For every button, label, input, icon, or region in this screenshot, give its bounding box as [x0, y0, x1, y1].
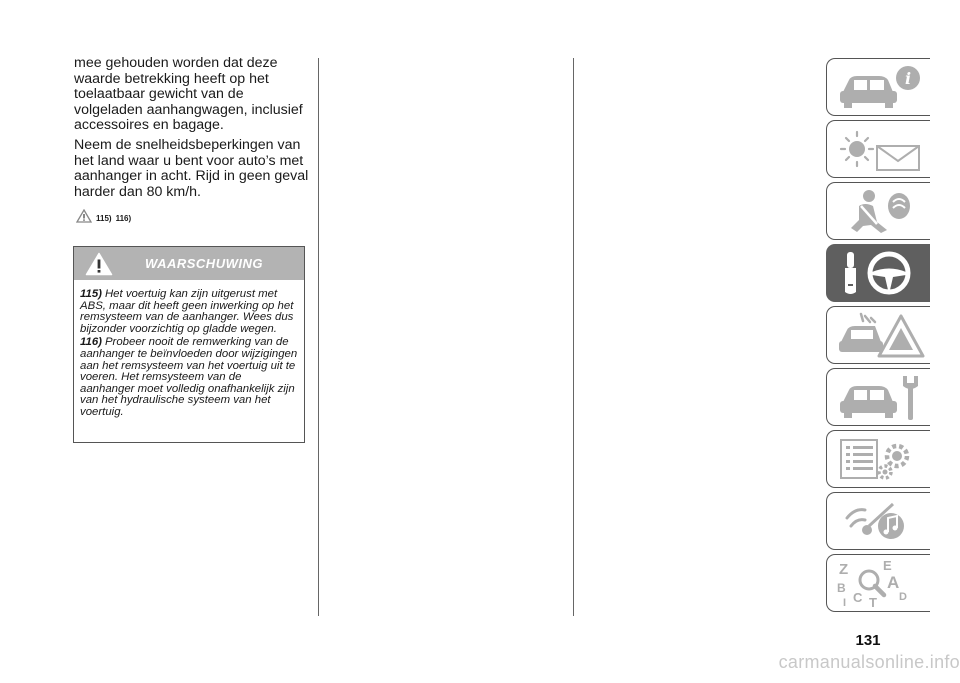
- car-wrench-icon: [835, 372, 927, 422]
- column-divider-right: [573, 58, 574, 616]
- column-divider-left: [318, 58, 319, 616]
- warning-title: WAARSCHUWING: [145, 256, 263, 271]
- seatbelt-airbag-icon: [835, 186, 927, 236]
- warning-item-text: Het voertuig kan zijn uitgerust met ABS, maar dit heeft geen inwerking op het remsysteem van de aanhanger. Wees dus bijzonder voorzichtig op gladde wegen.: [80, 288, 294, 335]
- index-letter-z: Z: [839, 561, 849, 578]
- reference-115[interactable]: 115): [96, 214, 112, 223]
- index-letter-c: C: [853, 590, 863, 605]
- chapter-tab-driving[interactable]: [826, 244, 930, 302]
- warning-references: [76, 207, 131, 223]
- reference-116[interactable]: 116): [115, 214, 132, 223]
- index-letter-i: I: [843, 597, 847, 608]
- car-info-icon: [835, 62, 927, 112]
- car-warning-triangle-icon: [835, 310, 927, 360]
- index-letter-t: T: [869, 595, 877, 608]
- index-letter-a: A: [887, 573, 900, 592]
- paragraph-2: Neem de snelheidsbeperkingen van het land waar u bent voor auto’s met aanhanger in acht. Rijd in geen geval harder dan 80 km/h.: [74, 136, 309, 200]
- warning-item-text: Probeer nooit de remwerking van de aanhanger te beïnvloeden door wijzigingen aan het remsysteem van het voertuig uit te voeren. Het remsysteem van de aanhanger moet volledig onafhankelijk zijn van het hydraulische systeem van het voertuig.: [80, 336, 298, 418]
- chapter-tab-technical-data[interactable]: [826, 430, 930, 488]
- warning-triangle-icon: [76, 209, 92, 223]
- chapter-tab-maintenance[interactable]: [826, 368, 930, 426]
- warning-item-116: [80, 337, 298, 418]
- watermark: carmanualsonline.info: [778, 652, 960, 672]
- lights-message-icon: [835, 124, 927, 174]
- chapter-tab-car-info[interactable]: [826, 58, 930, 116]
- warning-body: [74, 280, 304, 419]
- chapter-tab-emergency[interactable]: [826, 306, 930, 364]
- chapter-tab-index[interactable]: [826, 554, 930, 612]
- radio-music-icon: [835, 496, 927, 546]
- warning-item-number: 116): [80, 336, 102, 349]
- warning-box: [73, 246, 305, 443]
- svg-text:i: i: [904, 69, 912, 88]
- index-letter-b: B: [837, 581, 846, 595]
- index-letter-d: D: [899, 591, 907, 603]
- page-number: 131: [855, 632, 881, 649]
- alphabet-search-icon: [835, 558, 927, 608]
- warning-header: [74, 247, 304, 280]
- warning-item-115: [80, 289, 298, 335]
- warning-item-number: 115): [80, 288, 102, 300]
- list-gears-icon: [835, 434, 927, 484]
- index-letter-e: E: [883, 558, 892, 573]
- paragraph-1: mee gehouden worden dat deze waarde betrekking heeft op het toelaatbaar gewicht van de volgeladen aanhangwagen, inclusief accessoires en bagage.: [74, 55, 303, 134]
- chapter-tab-safety[interactable]: [826, 182, 930, 240]
- body-text: [74, 56, 312, 204]
- chapter-tab-multimedia[interactable]: [826, 492, 930, 550]
- key-steering-wheel-icon: [835, 248, 927, 298]
- warning-sign-icon: [85, 252, 113, 276]
- chapter-tab-lights-messages[interactable]: [826, 120, 930, 178]
